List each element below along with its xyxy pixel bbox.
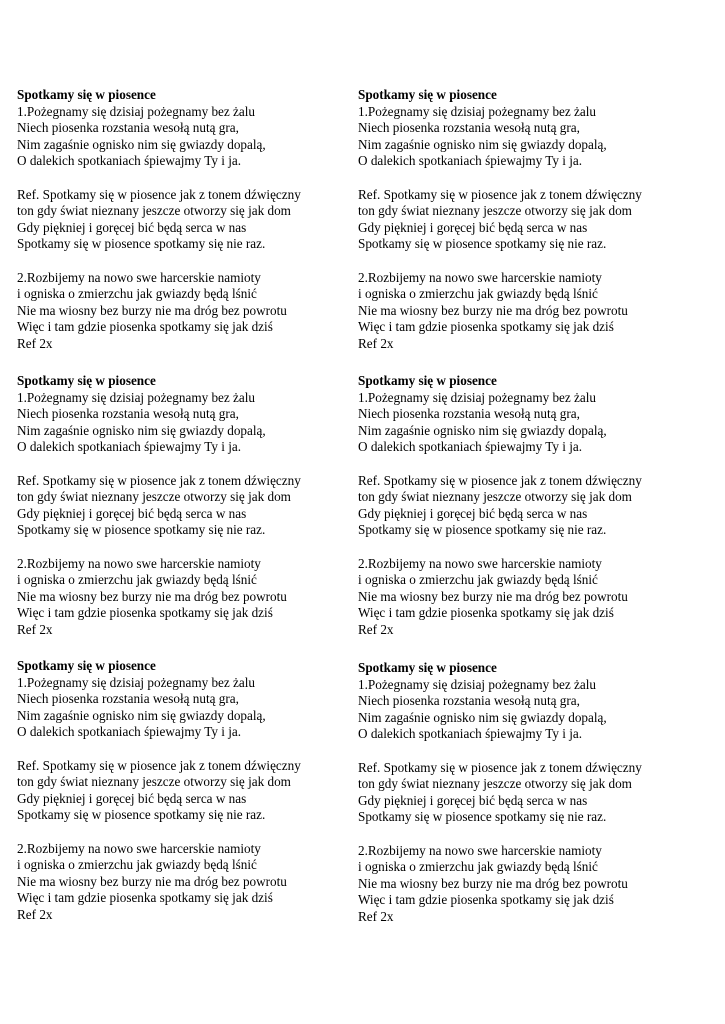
lyric-line: Spotkamy się w piosence spotkamy się nie raz. <box>17 807 266 823</box>
song-copy <box>17 373 362 639</box>
refrain <box>358 187 703 253</box>
stanza-gap <box>17 170 362 187</box>
lyric-line: Nim zagaśnie ognisko nim się gwiazdy dopalą, <box>17 707 266 723</box>
lyric-line: Więc i tam gdzie piosenka spotkamy się jak dziś <box>358 605 614 621</box>
lyric-line: 2.Rozbijemy na nowo swe harcerskie namioty <box>17 555 261 571</box>
lyric-line: 1.Pożegnamy się dzisiaj pożegnamy bez żalu <box>17 389 256 405</box>
lyric-line: Spotkamy się w piosence spotkamy się nie raz. <box>358 809 607 825</box>
verse-1 <box>358 390 703 456</box>
lyric-line: i ogniska o zmierzchu jak gwiazdy będą lśnić <box>358 572 598 588</box>
stanza-gap <box>17 741 362 758</box>
refrain <box>17 187 362 253</box>
lyric-line: Niech piosenka rozstania wesołą nutą gra, <box>358 693 580 709</box>
refrain <box>17 758 362 824</box>
lyric-line: i ogniska o zmierzchu jak gwiazdy będą lśnić <box>17 857 257 873</box>
verse-2 <box>358 843 703 926</box>
song-copy <box>358 87 703 353</box>
stanza-gap <box>358 826 703 843</box>
stanza-gap <box>358 539 703 556</box>
verse-1 <box>17 675 362 741</box>
refrain-repeat-note: Ref 2x <box>358 908 394 924</box>
refrain-repeat-note: Ref 2x <box>17 335 53 351</box>
lyric-line: Niech piosenka rozstania wesołą nutą gra, <box>358 120 580 136</box>
lyric-line: Nie ma wiosny bez burzy nie ma dróg bez powrotu <box>358 302 628 318</box>
lyric-line: Nie ma wiosny bez burzy nie ma dróg bez powrotu <box>358 588 628 604</box>
refrain-repeat-note: Ref 2x <box>17 906 53 922</box>
song-title: Spotkamy się w piosence <box>17 373 156 388</box>
lyric-line: Nim zagaśnie ognisko nim się gwiazdy dopalą, <box>17 422 266 438</box>
lyric-line: Ref. Spotkamy się w piosence jak z tonem dźwięczny <box>17 757 301 773</box>
lyric-line: O dalekich spotkaniach śpiewajmy Ty i ja. <box>17 153 242 169</box>
lyric-line: Gdy piękniej i goręcej bić będą serca w nas <box>17 790 247 806</box>
song-title: Spotkamy się w piosence <box>17 658 156 673</box>
lyric-line: ton gdy świat nieznany jeszcze otworzy się jak dom <box>358 776 632 792</box>
lyric-line: 2.Rozbijemy na nowo swe harcerskie namioty <box>358 555 602 571</box>
lyric-line: Gdy piękniej i goręcej bić będą serca w nas <box>17 505 247 521</box>
lyric-line: Spotkamy się w piosence spotkamy się nie raz. <box>17 236 266 252</box>
lyric-line: Ref. Spotkamy się w piosence jak z tonem dźwięczny <box>17 472 301 488</box>
lyric-line: Niech piosenka rozstania wesołą nutą gra, <box>17 120 239 136</box>
lyric-line: 2.Rozbijemy na nowo swe harcerskie namioty <box>358 842 602 858</box>
lyric-line: Więc i tam gdzie piosenka spotkamy się jak dziś <box>358 892 614 908</box>
song-copy <box>358 660 703 926</box>
lyric-line: 2.Rozbijemy na nowo swe harcerskie namioty <box>358 269 602 285</box>
lyric-line: 1.Pożegnamy się dzisiaj pożegnamy bez żalu <box>358 676 597 692</box>
stanza-gap <box>17 539 362 556</box>
lyric-line: 1.Pożegnamy się dzisiaj pożegnamy bez żalu <box>358 389 597 405</box>
refrain <box>358 473 703 539</box>
lyric-line: 1.Pożegnamy się dzisiaj pożegnamy bez żalu <box>358 103 597 119</box>
lyric-line: Więc i tam gdzie piosenka spotkamy się jak dziś <box>17 319 273 335</box>
lyric-line: Nim zagaśnie ognisko nim się gwiazdy dopalą, <box>17 136 266 152</box>
lyric-line: i ogniska o zmierzchu jak gwiazdy będą lśnić <box>358 859 598 875</box>
refrain-repeat-note: Ref 2x <box>358 621 394 637</box>
lyric-line: Nim zagaśnie ognisko nim się gwiazdy dopalą, <box>358 709 607 725</box>
song-title: Spotkamy się w piosence <box>17 87 156 102</box>
lyric-line: Gdy piękniej i goręcej bić będą serca w nas <box>358 505 588 521</box>
lyric-line: Ref. Spotkamy się w piosence jak z tonem dźwięczny <box>358 186 642 202</box>
lyric-line: ton gdy świat nieznany jeszcze otworzy się jak dom <box>17 203 291 219</box>
lyric-line: Nie ma wiosny bez burzy nie ma dróg bez powrotu <box>17 588 287 604</box>
refrain <box>358 760 703 826</box>
lyric-line: i ogniska o zmierzchu jak gwiazdy będą lśnić <box>358 286 598 302</box>
lyric-line: Więc i tam gdzie piosenka spotkamy się jak dziś <box>358 319 614 335</box>
lyric-line: O dalekich spotkaniach śpiewajmy Ty i ja. <box>358 153 583 169</box>
verse-2 <box>358 556 703 639</box>
lyric-line: Niech piosenka rozstania wesołą nutą gra, <box>358 406 580 422</box>
lyric-line: Nie ma wiosny bez burzy nie ma dróg bez powrotu <box>17 302 287 318</box>
stanza-gap <box>17 456 362 473</box>
song-title: Spotkamy się w piosence <box>358 660 497 675</box>
stanza-gap <box>17 824 362 841</box>
verse-2 <box>17 270 362 353</box>
lyric-line: 1.Pożegnamy się dzisiaj pożegnamy bez żalu <box>17 674 256 690</box>
refrain-repeat-note: Ref 2x <box>17 621 53 637</box>
lyric-line: Spotkamy się w piosence spotkamy się nie raz. <box>358 236 607 252</box>
lyric-line: Nie ma wiosny bez burzy nie ma dróg bez powrotu <box>17 873 287 889</box>
stanza-gap <box>17 253 362 270</box>
lyric-line: Nim zagaśnie ognisko nim się gwiazdy dopalą, <box>358 136 607 152</box>
lyric-line: Więc i tam gdzie piosenka spotkamy się jak dziś <box>17 605 273 621</box>
verse-1 <box>358 677 703 743</box>
lyric-line: ton gdy świat nieznany jeszcze otworzy się jak dom <box>17 489 291 505</box>
verse-2 <box>17 841 362 924</box>
song-title: Spotkamy się w piosence <box>358 87 497 102</box>
lyric-line: O dalekich spotkaniach śpiewajmy Ty i ja. <box>17 724 242 740</box>
lyric-line: Gdy piękniej i goręcej bić będą serca w nas <box>358 792 588 808</box>
lyric-line: Gdy piękniej i goręcej bić będą serca w nas <box>358 219 588 235</box>
lyric-line: i ogniska o zmierzchu jak gwiazdy będą lśnić <box>17 286 257 302</box>
stanza-gap <box>358 170 703 187</box>
lyric-line: ton gdy świat nieznany jeszcze otworzy się jak dom <box>17 774 291 790</box>
lyric-line: Spotkamy się w piosence spotkamy się nie raz. <box>17 522 266 538</box>
verse-1 <box>358 104 703 170</box>
lyric-line: Gdy piękniej i goręcej bić będą serca w nas <box>17 219 247 235</box>
lyric-line: O dalekich spotkaniach śpiewajmy Ty i ja. <box>17 439 242 455</box>
lyric-line: 1.Pożegnamy się dzisiaj pożegnamy bez żalu <box>17 103 256 119</box>
song-title: Spotkamy się w piosence <box>358 373 497 388</box>
verse-2 <box>358 270 703 353</box>
lyric-line: Nim zagaśnie ognisko nim się gwiazdy dopalą, <box>358 422 607 438</box>
verse-2 <box>17 556 362 639</box>
lyric-line: Nie ma wiosny bez burzy nie ma dróg bez powrotu <box>358 875 628 891</box>
refrain <box>17 473 362 539</box>
lyric-line: ton gdy świat nieznany jeszcze otworzy się jak dom <box>358 489 632 505</box>
stanza-gap <box>358 253 703 270</box>
lyric-line: O dalekich spotkaniach śpiewajmy Ty i ja. <box>358 726 583 742</box>
lyric-line: O dalekich spotkaniach śpiewajmy Ty i ja. <box>358 439 583 455</box>
lyric-line: ton gdy świat nieznany jeszcze otworzy się jak dom <box>358 203 632 219</box>
lyric-line: 2.Rozbijemy na nowo swe harcerskie namioty <box>17 269 261 285</box>
lyric-line: 2.Rozbijemy na nowo swe harcerskie namioty <box>17 840 261 856</box>
stanza-gap <box>358 743 703 760</box>
lyric-line: Więc i tam gdzie piosenka spotkamy się jak dziś <box>17 890 273 906</box>
lyric-line: Spotkamy się w piosence spotkamy się nie raz. <box>358 522 607 538</box>
refrain-repeat-note: Ref 2x <box>358 335 394 351</box>
lyric-line: Ref. Spotkamy się w piosence jak z tonem dźwięczny <box>17 186 301 202</box>
lyric-line: Ref. Spotkamy się w piosence jak z tonem dźwięczny <box>358 759 642 775</box>
lyric-line: Niech piosenka rozstania wesołą nutą gra, <box>17 406 239 422</box>
lyric-line: Niech piosenka rozstania wesołą nutą gra, <box>17 691 239 707</box>
song-copy <box>17 658 362 924</box>
verse-1 <box>17 104 362 170</box>
stanza-gap <box>358 456 703 473</box>
song-copy <box>358 373 703 639</box>
lyric-line: i ogniska o zmierzchu jak gwiazdy będą lśnić <box>17 572 257 588</box>
song-copy <box>17 87 362 353</box>
lyric-line: Ref. Spotkamy się w piosence jak z tonem dźwięczny <box>358 472 642 488</box>
verse-1 <box>17 390 362 456</box>
